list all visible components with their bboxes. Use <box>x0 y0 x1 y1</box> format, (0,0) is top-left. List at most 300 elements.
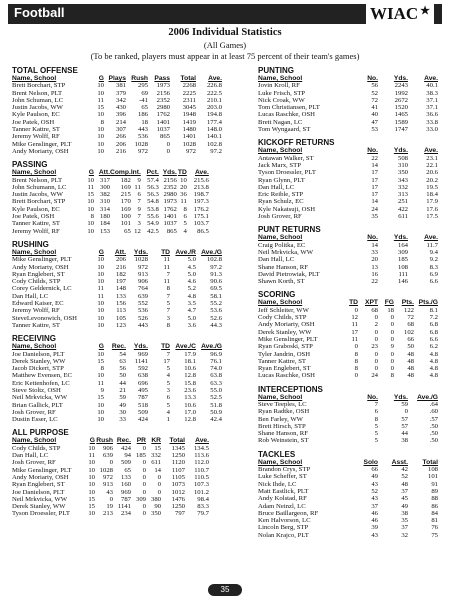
stat-cell: 7 <box>137 213 141 221</box>
stat-cell: 58.1 <box>210 292 222 300</box>
stat-cell: 68 <box>371 306 378 314</box>
player-name-cell: Brent Nelson, PLT <box>12 176 63 184</box>
table-row <box>258 423 438 430</box>
stat-cell: 49 <box>401 502 408 510</box>
stat-cell: 10 <box>97 278 104 286</box>
table-row <box>12 416 222 423</box>
stat-cell: 14 <box>371 198 378 206</box>
player-name-cell: Matt Eastlick, PLT <box>258 487 309 495</box>
stat-cell: 148.0 <box>206 126 222 134</box>
stat-cell: 50 <box>407 343 414 351</box>
stat-cell: 7 <box>166 270 170 278</box>
table-header-row <box>258 147 438 154</box>
table-row <box>12 489 209 496</box>
table-row <box>258 271 438 278</box>
stat-cell: 611 <box>151 459 161 467</box>
stat-cell: 48 <box>407 357 414 365</box>
stat-cell: 1762 <box>156 111 170 119</box>
stat-cell: 17.0 <box>184 408 196 416</box>
stat-cell: 37 <box>371 502 378 510</box>
table-row <box>12 510 209 517</box>
table-row <box>258 481 438 488</box>
stat-cell: 52 <box>371 487 378 495</box>
section-heading: ALL PURPOSE <box>12 428 69 438</box>
stat-cell: 86.5 <box>197 227 209 235</box>
stat-cell: 47 <box>371 118 378 126</box>
stat-cell: 10 <box>97 314 104 322</box>
table-row <box>12 409 222 416</box>
table-row <box>12 394 222 401</box>
column-header: Name, School <box>12 248 57 256</box>
player-name-cell: Josh Grover, RF <box>258 213 302 221</box>
column-header: G <box>98 248 104 256</box>
stat-cell: 14 <box>371 161 378 169</box>
player-name-cell: Andy Moriarty, OSH <box>12 473 69 481</box>
table-row <box>258 510 438 517</box>
stat-cell: 1465 <box>394 111 408 119</box>
table-header-row <box>12 249 222 256</box>
stat-cell: 10.6 <box>184 401 196 409</box>
table-row <box>12 191 209 198</box>
table-row <box>258 321 438 328</box>
stat-cell: 10 <box>88 466 95 474</box>
stat-cell: 44 <box>401 430 408 438</box>
table-header-row <box>258 299 438 306</box>
player-name-cell: Rob Weinstein, ST <box>258 437 309 445</box>
player-name-cell: Cody Childs, STP <box>258 314 307 322</box>
player-name-cell: Eric Reible, STP <box>258 191 304 199</box>
passing-section <box>12 160 222 235</box>
section-heading: PUNTING <box>258 66 294 75</box>
player-name-cell: Andy Moriarty, OSH <box>12 263 69 271</box>
player-name-cell: Luke Scheffer, ST <box>258 473 307 481</box>
receiving-section <box>12 334 222 423</box>
column-header: Name, School <box>258 393 303 401</box>
stat-cell: 42 <box>401 466 408 474</box>
stat-cell: 30 <box>119 408 126 416</box>
stat-cell: 94 <box>124 452 131 460</box>
stat-cell: 42.4 <box>210 416 222 424</box>
stat-cell: 0 <box>142 510 146 518</box>
player-name-cell: Jeremy Wolff, RF <box>12 133 60 141</box>
stat-cell: 495 <box>137 386 148 394</box>
scoring-table <box>258 299 438 379</box>
stat-cell: .60 <box>429 408 438 416</box>
column-header: Ave./G <box>201 343 222 351</box>
stat-cell: 54.8 <box>147 198 159 206</box>
stat-cell: 46 <box>371 517 378 525</box>
stat-cell: 5.0 <box>187 314 196 322</box>
stat-cell: 53.6 <box>210 307 222 315</box>
stat-cell: 309 <box>135 495 146 503</box>
stat-cell: 54.9 <box>147 220 159 228</box>
player-name-cell: Joe Danielson, PLT <box>12 350 65 358</box>
stat-cell: 36 <box>180 191 187 199</box>
table-header-row <box>12 169 209 176</box>
column-header: FG <box>384 299 394 307</box>
table-row <box>12 285 222 292</box>
stat-cell: 213 <box>102 510 113 518</box>
table-row <box>258 307 438 314</box>
stat-cell: 526 <box>137 314 148 322</box>
player-name-cell: Adam Neinzl, LC <box>258 502 306 510</box>
table-row <box>12 474 209 481</box>
stat-cell: 38 <box>401 509 408 517</box>
stat-cell: 75 <box>431 531 438 539</box>
stat-cell: 9 <box>390 343 394 351</box>
stat-cell: 186 <box>137 111 148 119</box>
stat-cell: 20 <box>371 256 378 264</box>
table-row <box>258 104 438 111</box>
stat-cell: 11 <box>163 256 170 264</box>
table-row <box>12 126 222 133</box>
stat-cell: 1747 <box>394 126 408 134</box>
stat-cell: 8 <box>390 372 394 380</box>
stat-cell: 10 <box>97 111 104 119</box>
stat-cell: 11 <box>163 278 170 286</box>
table-row <box>258 126 438 133</box>
stat-cell: 0 <box>390 365 394 373</box>
stat-cell: 309 <box>397 248 408 256</box>
stat-cell: 972 <box>137 263 148 271</box>
stat-cell: 48 <box>407 365 414 373</box>
stat-cell: 49 <box>119 401 126 409</box>
stat-cell: 17 <box>163 357 170 365</box>
table-row <box>12 177 209 184</box>
stat-cell: 11 <box>97 292 104 300</box>
stat-cell: 0 <box>142 503 146 511</box>
all-purpose-section <box>12 428 222 517</box>
stat-cell: 787 <box>137 394 148 402</box>
player-name-cell: Mike Genslinger, PLT <box>12 256 72 264</box>
table-row <box>12 503 209 510</box>
player-name-cell: Tanner Kattre, ST <box>12 126 60 134</box>
table-row <box>12 206 209 213</box>
stat-cell: 102.8 <box>206 140 222 148</box>
stat-cell: 3.5 <box>187 300 196 308</box>
stat-cell: 7.2 <box>429 314 438 322</box>
column-header: Asst. <box>391 458 408 466</box>
stat-cell: 310 <box>397 161 408 169</box>
stat-cell: 110.7 <box>194 466 209 474</box>
stat-cell: 696 <box>137 379 148 387</box>
stat-cell: 2225 <box>182 89 196 97</box>
rushing-table <box>12 249 222 329</box>
stat-cell: 310 <box>99 198 110 206</box>
stat-cell: 50.9 <box>210 408 222 416</box>
player-name-cell: Ryan Glynn, PLT <box>258 176 305 184</box>
stat-cell: 133 <box>120 473 131 481</box>
stat-cell: 1973 <box>156 82 170 90</box>
stat-cell: 3045 <box>182 104 196 112</box>
stat-cell: 10 <box>97 89 104 97</box>
table-row <box>258 495 438 502</box>
stat-cell: 9 <box>137 176 141 184</box>
table-header-row <box>258 75 438 82</box>
column-header: Name, School <box>12 169 57 177</box>
stat-cell: 906 <box>137 278 148 286</box>
stat-cell: 32 <box>401 531 408 539</box>
table-row <box>258 198 438 205</box>
stat-cell: 83.3 <box>197 503 209 511</box>
player-name-cell: Jeff Schleiter, WW <box>258 306 309 314</box>
stat-cell: 214 <box>115 118 126 126</box>
stat-cell: 11 <box>351 335 358 343</box>
column-header: Name, School <box>258 234 303 242</box>
stat-cell: 103.7 <box>193 220 209 228</box>
stat-cell: 33 <box>119 416 126 424</box>
player-name-cell: Brett Borchart, STP <box>12 82 66 90</box>
stat-cell: 40.1 <box>426 82 438 90</box>
stat-cell: 40 <box>371 111 378 119</box>
stat-cell: 23.6 <box>184 386 196 394</box>
stat-cell: 0 <box>374 335 378 343</box>
stat-cell: 49 <box>371 473 378 481</box>
stat-cell: 314 <box>99 205 110 213</box>
stat-cell: 380 <box>150 495 161 503</box>
table-row <box>258 82 438 89</box>
column-header: Pass <box>154 75 170 82</box>
stat-cell: 509 <box>137 408 148 416</box>
stat-cell: 50 <box>119 372 126 380</box>
stat-cell: 160 <box>120 481 131 489</box>
table-row <box>258 242 438 249</box>
stat-cell: 10 <box>88 481 95 489</box>
player-name-cell: Kyle Paulson, EC <box>12 111 60 119</box>
stat-cell: 5 <box>374 422 378 430</box>
stat-cell: 11 <box>134 183 141 191</box>
column-header: TD <box>161 343 170 351</box>
section-heading: INTERCEPTIONS <box>258 384 323 394</box>
stat-cell: 5 <box>374 430 378 438</box>
stat-cell: 5 <box>183 220 187 228</box>
stat-cell: 170 <box>120 198 131 206</box>
stat-cell: 536 <box>137 307 148 315</box>
table-row <box>258 97 438 104</box>
stat-cell: 2352 <box>156 96 170 104</box>
table-row <box>258 249 438 256</box>
player-name-cell: Brian Gallick, PLT <box>12 401 63 409</box>
stat-cell: 17.9 <box>426 198 438 206</box>
stat-cell: 156 <box>115 300 126 308</box>
stat-cell: 48 <box>401 480 408 488</box>
stat-cell: 39 <box>371 524 378 532</box>
stat-cell: .50 <box>429 437 438 445</box>
table-row <box>12 380 222 387</box>
stat-cell: 41 <box>371 104 378 112</box>
stat-cell: 101.2 <box>193 488 209 496</box>
stat-cell: 1120 <box>171 459 185 467</box>
stat-cell: 11 <box>97 285 104 293</box>
stat-cell: 266 <box>115 133 126 141</box>
player-name-cell: Luke Frisch, STP <box>258 89 305 97</box>
stat-cell: 33 <box>371 248 378 256</box>
player-name-cell: Brett Hirsch, STP <box>258 422 306 430</box>
stat-cell: 59 <box>401 400 408 408</box>
column-header: G <box>88 169 94 177</box>
stat-cell: 89 <box>431 487 438 495</box>
stat-cell: 63 <box>119 357 126 365</box>
stat-cell: 1 <box>166 416 170 424</box>
stat-cell: 317 <box>99 176 110 184</box>
table-row <box>12 293 222 300</box>
stat-cell: 96.9 <box>210 350 222 358</box>
column-header: Pct. <box>146 169 159 177</box>
stat-cell: 6 <box>137 191 141 199</box>
stat-cell: -41 <box>139 96 148 104</box>
player-name-cell: Justin Jacobs, WW <box>12 104 63 112</box>
stat-cell: 37 <box>401 487 408 495</box>
stat-cell: 2672 <box>394 96 408 104</box>
column-header: G <box>98 75 104 82</box>
column-header: Yds. <box>133 343 148 351</box>
player-name-cell: Lucas Raschke, OSH <box>258 111 316 119</box>
stat-cell: 46 <box>371 509 378 517</box>
stat-cell: 37.1 <box>426 104 438 112</box>
stat-cell: 84 <box>431 509 438 517</box>
stat-cell: 18.4 <box>426 191 438 199</box>
stat-cell: 0 <box>157 473 161 481</box>
table-row <box>258 155 438 162</box>
table-row <box>258 488 438 495</box>
table-row <box>12 351 222 358</box>
stat-cell: 226.8 <box>206 82 222 90</box>
stat-cell: 15 <box>97 104 104 112</box>
stat-cell: 0 <box>374 357 378 365</box>
stat-cell: 56 <box>371 82 378 90</box>
stat-cell: 4.8 <box>429 365 438 373</box>
stat-cell: 10 <box>97 307 104 315</box>
player-name-cell: Joe Danielson, PLT <box>12 488 65 496</box>
stat-cell: 169 <box>120 183 131 191</box>
stat-cell: 8 <box>354 350 358 358</box>
player-name-cell: Jeremy Wolff, RF <box>12 227 60 235</box>
stat-cell: .57 <box>429 415 438 423</box>
stat-cell: 381 <box>115 82 126 90</box>
stat-cell: 5 <box>166 379 170 387</box>
stat-cell: 1250 <box>171 452 185 460</box>
stat-cell: 17 <box>371 169 378 177</box>
stat-cell: 53 <box>371 126 378 134</box>
stat-cell: 0 <box>390 314 394 322</box>
stat-cell: 6.8 <box>429 328 438 336</box>
stat-cell: 17 <box>351 328 358 336</box>
column-header: Rush <box>96 437 113 445</box>
stat-cell: 1520 <box>394 104 408 112</box>
stat-cell: 146 <box>397 278 408 286</box>
stat-cell: 10 <box>87 220 94 228</box>
stat-cell: 66 <box>407 335 414 343</box>
player-name-cell: Shane Hanson, RF <box>258 430 308 438</box>
stat-cell: 865 <box>166 227 177 235</box>
stat-cell: 63.3 <box>210 379 222 387</box>
player-name-cell: Nick Ihde, LC <box>258 480 297 488</box>
stat-cell: 10 <box>97 126 104 134</box>
stat-cell: 216 <box>115 147 126 155</box>
stat-cell: 52.6 <box>210 314 222 322</box>
stat-cell: 972 <box>185 147 196 155</box>
column-header: Ave./R <box>175 248 196 256</box>
stat-cell: 72 <box>371 96 378 104</box>
stat-cell: 7 <box>166 292 170 300</box>
stat-cell: 184 <box>99 220 110 228</box>
stat-cell: 3 <box>166 386 170 394</box>
stat-cell: 0 <box>390 350 394 358</box>
player-name-cell: Tanner Kattre, ST <box>258 357 306 365</box>
column-header: Ave. <box>208 75 222 82</box>
stat-cell: 2980 <box>156 104 170 112</box>
column-header: No. <box>367 75 378 82</box>
table-row <box>12 90 222 97</box>
punt-returns-section <box>258 225 438 285</box>
stat-cell: 2311 <box>182 96 196 104</box>
stat-cell: 54 <box>119 350 126 358</box>
table-row <box>258 162 438 169</box>
player-name-cell: SteveLevonowich, OSH <box>12 314 78 322</box>
stat-cell: 15.8 <box>184 379 196 387</box>
stat-cell: 7 <box>374 400 378 408</box>
stat-cell: 43 <box>371 480 378 488</box>
player-name-cell: Jovin Kroll, RF <box>258 82 300 90</box>
stat-cell: 91 <box>431 480 438 488</box>
player-name-cell: John Schumann, LC <box>12 183 67 191</box>
stat-cell: 1589 <box>394 118 408 126</box>
stat-cell: 6.2 <box>429 343 438 351</box>
stat-cell: 1992 <box>394 89 408 97</box>
stat-cell: 10 <box>87 205 94 213</box>
player-name-cell: Ryan Schulz, EC <box>258 198 304 206</box>
stat-cell: 43 <box>106 488 113 496</box>
stat-cell: 57 <box>401 415 408 423</box>
player-name-cell: Nick Croak, WW <box>258 96 305 104</box>
column-header: Ave. <box>424 234 438 242</box>
player-name-cell: Matthew Evensen, EC <box>12 372 72 380</box>
stat-cell: 88 <box>431 495 438 503</box>
stat-cell: 10 <box>97 401 104 409</box>
stat-cell: 313 <box>397 191 408 199</box>
stat-cell: 72 <box>407 314 414 322</box>
table-row <box>258 503 438 510</box>
stat-cell: 2243 <box>394 82 408 90</box>
table-row <box>258 119 438 126</box>
stat-cell: 79.7 <box>197 510 209 518</box>
column-header: Name, School <box>258 147 303 155</box>
stat-cell: 4 <box>166 408 170 416</box>
stat-cell: 3 <box>137 220 141 228</box>
stat-cell: 0 <box>404 408 408 416</box>
section-heading: PASSING <box>12 160 48 170</box>
stat-cell: .50 <box>429 430 438 438</box>
stat-cell: 44.3 <box>210 321 222 329</box>
player-name-cell: Joe Patek, OSH <box>12 213 55 221</box>
stat-cell: 969 <box>120 488 131 496</box>
stat-cell: 4.7 <box>187 307 196 315</box>
stat-cell: 3.6 <box>187 321 196 329</box>
table-row <box>258 473 438 480</box>
column-header: Name, School <box>258 458 303 466</box>
table-row <box>12 141 222 148</box>
stat-cell: 113.6 <box>194 452 209 460</box>
table-row <box>12 104 222 111</box>
stat-cell: 2980 <box>163 191 177 199</box>
stat-cell: 10 <box>97 321 104 329</box>
stat-cell: 68 <box>407 321 414 329</box>
table-row <box>258 351 438 358</box>
stat-cell: 865 <box>159 133 170 141</box>
stat-cell: 10 <box>97 300 104 308</box>
stat-cell: 234 <box>120 510 131 518</box>
column-header: Rec. <box>111 343 126 351</box>
